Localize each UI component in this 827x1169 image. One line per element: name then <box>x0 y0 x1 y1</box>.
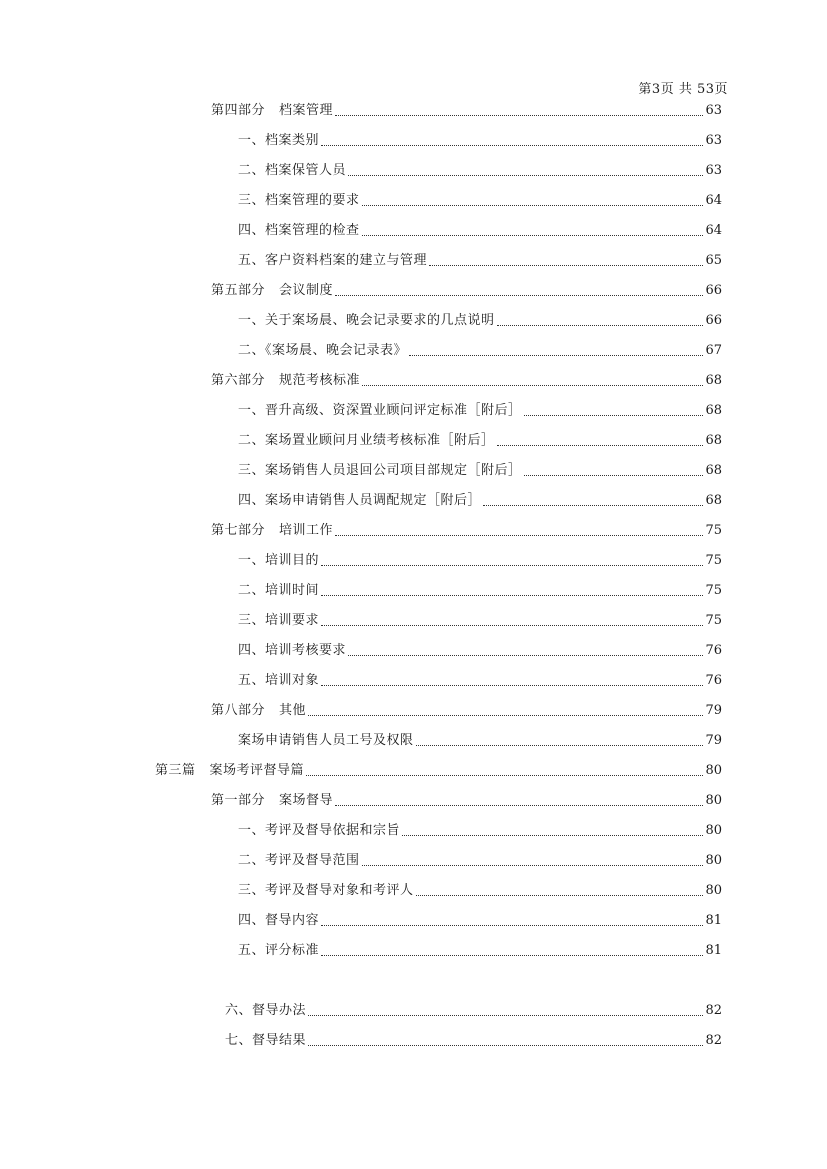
toc-entry-title-text: 案场督导 <box>279 793 334 808</box>
toc-entry-page-number: 79 <box>705 703 722 718</box>
toc-entry-title-text: 七、督导结果 <box>225 1033 307 1048</box>
page-number-info: 第3页 共 53页 <box>638 82 728 97</box>
toc-entry-title-text: 二、档案保管人员 <box>238 163 347 178</box>
toc-entry-title-text: 三、案场销售人员退回公司项目部规定［附后］ <box>238 463 522 478</box>
toc-entry-title-text: 培训工作 <box>279 523 334 538</box>
toc-entry-title <box>238 132 319 150</box>
toc-entry[interactable] <box>238 726 722 750</box>
toc-entry-page-number: 80 <box>705 823 722 838</box>
toc-entry[interactable] <box>155 756 722 780</box>
toc-entry[interactable] <box>238 486 722 510</box>
toc-entry-title <box>238 942 319 960</box>
toc-entry-section-label: 第六部分 <box>211 373 266 388</box>
toc-entry[interactable] <box>225 1026 722 1050</box>
toc-leader-dots <box>429 265 703 266</box>
toc-leader-dots <box>335 535 703 536</box>
toc-entry-page-number: 75 <box>705 583 722 598</box>
toc-leader-dots <box>321 685 703 686</box>
toc-entry-title <box>238 222 360 240</box>
toc-entry-page-number: 66 <box>705 283 722 298</box>
toc-leader-dots <box>308 1015 703 1016</box>
toc-entry-title-text: 会议制度 <box>279 283 334 298</box>
toc-entry-section-label: 第三篇 <box>155 763 196 778</box>
toc-entry[interactable] <box>238 156 722 180</box>
toc-entry[interactable] <box>238 936 722 960</box>
toc-entry-title-text: 二、案场置业顾问月业绩考核标准［附后］ <box>238 433 495 448</box>
toc-entry[interactable] <box>238 846 722 870</box>
toc-entry-page-number: 75 <box>705 553 722 568</box>
toc-entry-page-number: 82 <box>705 1033 722 1048</box>
toc-entry-title-text: 四、培训考核要求 <box>238 643 347 658</box>
toc-entry-title <box>238 642 346 660</box>
toc-entry-title-text: 一、培训目的 <box>238 553 320 568</box>
toc-leader-dots <box>409 355 703 356</box>
toc-entry-title-text: 四、档案管理的检查 <box>238 223 360 238</box>
toc-entry-title <box>238 402 522 420</box>
toc-entry-title-text: 其他 <box>279 703 307 718</box>
toc-entry-title <box>238 462 522 480</box>
toc-leader-dots <box>308 1045 703 1046</box>
toc-entry-page-number: 81 <box>705 913 722 928</box>
toc-entry-title <box>238 432 495 450</box>
toc-entry-title <box>238 312 495 330</box>
toc-leader-dots <box>524 415 704 416</box>
toc-entry-title <box>238 552 319 570</box>
toc-entry-title <box>211 102 333 120</box>
toc-entry-title-text: 二、考评及督导范围 <box>238 853 360 868</box>
toc-entry-page-number: 81 <box>705 943 722 958</box>
toc-entry-page-number: 75 <box>705 613 722 628</box>
toc-entry[interactable] <box>211 366 722 390</box>
toc-leader-dots <box>416 745 704 746</box>
toc-leader-dots <box>321 625 703 626</box>
toc-leader-dots <box>497 445 704 446</box>
toc-entry-title <box>238 582 319 600</box>
toc-entry[interactable] <box>238 636 722 660</box>
toc-entry-page-number: 68 <box>705 433 722 448</box>
toc-entry-page-number: 76 <box>705 643 722 658</box>
toc-entry-title-text: 五、评分标准 <box>238 943 320 958</box>
toc-entry-title-text: 二、《案场晨、晚会记录表》 <box>238 343 408 358</box>
toc-entry-title-text: 四、督导内容 <box>238 913 320 928</box>
toc-entry-title-text: 一、关于案场晨、晚会记录要求的几点说明 <box>238 313 495 328</box>
toc-entry-page-number: 67 <box>705 343 722 358</box>
toc-entry[interactable] <box>238 456 722 480</box>
toc-entry-page-number: 80 <box>705 793 722 808</box>
toc-entry-page-number: 75 <box>705 523 722 538</box>
toc-entry[interactable] <box>211 696 722 720</box>
toc-entry-title <box>238 612 319 630</box>
toc-entry-page-number: 80 <box>705 853 722 868</box>
toc-entry[interactable] <box>238 186 722 210</box>
toc-entry-title-text: 三、档案管理的要求 <box>238 193 360 208</box>
toc-entry-section-label: 第四部分 <box>211 103 266 118</box>
toc-entry-title <box>238 252 427 270</box>
toc-entry-title-text: 一、考评及督导依据和宗旨 <box>238 823 401 838</box>
toc-leader-dots <box>308 715 703 716</box>
toc-entry[interactable] <box>211 276 722 300</box>
toc-entry[interactable] <box>211 96 722 120</box>
toc-entry-page-number: 64 <box>705 193 722 208</box>
toc-leader-dots <box>348 655 703 656</box>
toc-entry-title <box>238 912 319 930</box>
toc-entry-page-number: 64 <box>705 223 722 238</box>
toc-leader-dots <box>321 925 703 926</box>
toc-entry-section-label: 第一部分 <box>211 793 266 808</box>
toc-leader-dots <box>362 865 704 866</box>
toc-entry-title-text: 三、考评及督导对象和考评人 <box>238 883 414 898</box>
toc-entry-title-text: 一、晋升高级、资深置业顾问评定标准［附后］ <box>238 403 522 418</box>
toc-entry-page-number: 63 <box>705 103 722 118</box>
toc-entry-title-text: 一、档案类别 <box>238 133 320 148</box>
toc-entry-title <box>211 522 333 540</box>
toc-entry[interactable] <box>225 996 722 1020</box>
toc-entry-section-label: 第七部分 <box>211 523 266 538</box>
toc-leader-dots <box>362 235 704 236</box>
toc-entry-page-number: 80 <box>705 763 722 778</box>
toc-entry-title-text: 二、培训时间 <box>238 583 320 598</box>
toc-entry[interactable] <box>238 246 722 270</box>
toc-entry-title-text: 案场申请销售人员工号及权限 <box>238 733 414 748</box>
toc-entry[interactable] <box>238 306 722 330</box>
toc-entry[interactable] <box>238 426 722 450</box>
toc-leader-dots <box>321 565 703 566</box>
toc-leader-dots <box>321 595 703 596</box>
toc-leader-dots <box>335 805 703 806</box>
toc-leader-dots <box>335 115 703 116</box>
toc-entry-title <box>238 342 407 360</box>
toc-leader-dots <box>321 145 703 146</box>
toc-entry[interactable] <box>238 606 722 630</box>
toc-entry-title <box>211 702 306 720</box>
toc-leader-dots <box>497 325 704 326</box>
toc-entry-page-number: 63 <box>705 133 722 148</box>
toc-entry-title <box>238 672 319 690</box>
toc-entry[interactable] <box>238 126 722 150</box>
toc-leader-dots <box>416 895 704 896</box>
toc-entry[interactable] <box>238 216 722 240</box>
toc-entry-section-label: 第五部分 <box>211 283 266 298</box>
toc-leader-dots <box>402 835 703 836</box>
toc-entry-title <box>238 822 400 840</box>
toc-entry-title-text: 三、培训要求 <box>238 613 320 628</box>
toc-entry-title-text: 案场考评督导篇 <box>209 763 305 778</box>
toc-entry-title <box>238 192 360 210</box>
toc-leader-dots <box>335 295 703 296</box>
toc-entry-title-text: 六、督导办法 <box>225 1003 307 1018</box>
toc-entry-page-number: 79 <box>705 733 722 748</box>
toc-leader-dots <box>524 475 704 476</box>
toc-entry[interactable] <box>211 786 722 810</box>
toc-entry[interactable] <box>238 906 722 930</box>
toc-entry[interactable] <box>238 816 722 840</box>
toc-entry-page-number: 76 <box>705 673 722 688</box>
toc-entry-title <box>238 882 414 900</box>
toc-entry-title <box>211 792 333 810</box>
toc-leader-dots <box>306 775 703 776</box>
toc-entry-page-number: 68 <box>705 493 722 508</box>
toc-entry-title <box>155 762 304 780</box>
toc-entry-title <box>238 162 346 180</box>
toc-entry-title <box>238 732 414 750</box>
toc-entry-title <box>211 372 360 390</box>
toc-entry-page-number: 68 <box>705 403 722 418</box>
toc-leader-dots <box>321 955 703 956</box>
toc-entry-page-number: 68 <box>705 373 722 388</box>
toc-entry-page-number: 65 <box>705 253 722 268</box>
toc-entry-page-number: 80 <box>705 883 722 898</box>
toc-entry-page-number: 68 <box>705 463 722 478</box>
toc-entry-title-text: 五、培训对象 <box>238 673 320 688</box>
toc-entry[interactable] <box>238 336 722 360</box>
toc-entry-title <box>225 1002 306 1020</box>
toc-leader-dots <box>483 505 703 506</box>
toc-entry-title-text: 四、案场申请销售人员调配规定［附后］ <box>238 493 482 508</box>
toc-entry-title <box>238 492 481 510</box>
toc-entry-title-text: 档案管理 <box>279 103 334 118</box>
toc-entry-title <box>238 852 360 870</box>
toc-entry-title-text: 五、客户资料档案的建立与管理 <box>238 253 428 268</box>
toc-entry[interactable] <box>238 876 722 900</box>
toc-entry[interactable] <box>238 666 722 690</box>
toc-entry-title-text: 规范考核标准 <box>279 373 361 388</box>
toc-entry[interactable] <box>238 396 722 420</box>
toc-entry-page-number: 66 <box>705 313 722 328</box>
toc-entry-title <box>225 1032 306 1050</box>
toc-entry-page-number: 63 <box>705 163 722 178</box>
toc-leader-dots <box>348 175 703 176</box>
toc-leader-dots <box>362 385 703 386</box>
toc-entry-section-label: 第八部分 <box>211 703 266 718</box>
toc-leader-dots <box>362 205 704 206</box>
toc-entry[interactable] <box>211 516 722 540</box>
toc-entry[interactable] <box>238 546 722 570</box>
table-of-contents <box>0 96 827 1156</box>
toc-entry-title <box>211 282 333 300</box>
toc-entry-page-number: 82 <box>705 1003 722 1018</box>
toc-entry[interactable] <box>238 576 722 600</box>
